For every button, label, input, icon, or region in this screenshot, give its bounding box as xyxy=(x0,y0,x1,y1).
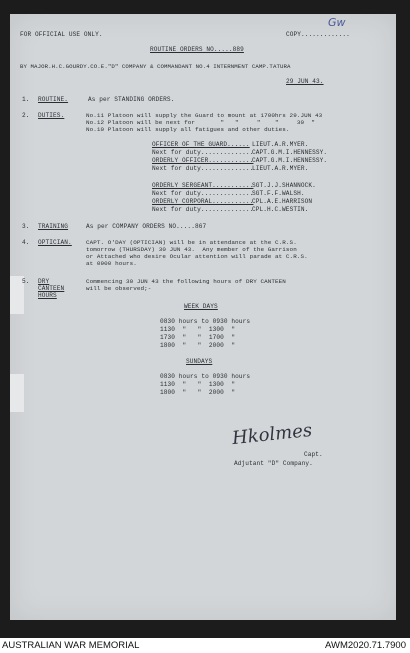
document-page xyxy=(10,14,396,620)
item-label-canteen: CANTEEN xyxy=(38,285,65,292)
by-line: BY MAJOR.H.C.GOURDY.CO.E."D" COMPANY & COMMANDANT NO.4 INTERNMENT CAMP.TATURA xyxy=(20,63,291,70)
stamp-initials: Gw xyxy=(328,16,346,29)
duties-line: No.11 Platoon will supply the Guard to mount at 1700hrs 29.JUN 43 xyxy=(86,112,323,119)
duty-label: Next for duty.............. xyxy=(152,206,254,213)
canteen-line: will be observed;- xyxy=(86,285,152,292)
item-number: 4. xyxy=(22,239,30,246)
item-number: 5. xyxy=(22,278,30,285)
duty-value: CAPT.G.M.I.HENNESSY. xyxy=(252,157,328,164)
signature-title: Adjutant "D" Company. xyxy=(234,460,313,467)
optician-line: tomorrow (THURSDAY) 30 JUN 43. Any member of the Garrison xyxy=(86,246,297,253)
institution-name: AUSTRALIAN WAR MEMORIAL xyxy=(2,640,140,651)
item-label-routine: ROUTINE. xyxy=(38,96,69,103)
duty-label: ORDERLY CORPORAL........... xyxy=(152,198,254,205)
item-label-hours: HOURS xyxy=(38,292,57,299)
hours-row: 1800 " " 2000 " xyxy=(160,342,236,349)
optician-line: or Attached who desire Ocular attention will parade at C.R.S. xyxy=(86,253,308,260)
item-label-training: TRAINING xyxy=(38,223,69,230)
duty-label: Next for duty.............. xyxy=(152,149,254,156)
duty-value: CPL.H.C.WESTIN. xyxy=(252,206,309,213)
hours-row: 1800 " " 2000 " xyxy=(160,389,236,396)
item-number: 3. xyxy=(22,223,30,230)
item-number: 2. xyxy=(22,112,30,119)
duty-label: Next for duty.............. xyxy=(152,190,254,197)
duty-value: CPL.A.E.HARRISON xyxy=(252,198,313,205)
hours-row: 1130 " " 1300 " xyxy=(160,326,236,333)
duties-line: No.10 Platoon will supply all fatigues and other duties. xyxy=(86,126,290,133)
hours-row: 1130 " " 1300 " xyxy=(160,381,236,388)
document-date: 29 JUN 43. xyxy=(286,78,324,85)
signature: Hkolmes xyxy=(231,419,314,450)
document-title: ROUTINE ORDERS NO.....889 xyxy=(150,46,244,53)
duty-label: Next for duty.............. xyxy=(152,165,254,172)
canteen-line: Commencing 30 JUN 43 the following hours of DRY CANTEEN xyxy=(86,278,286,285)
week-days-heading: WEEK DAYS xyxy=(184,303,218,310)
sundays-heading: SUNDAYS xyxy=(186,358,213,365)
optician-line: CAPT. O'DAY (OPTICIAN) will be in attendance at the C.R.S. xyxy=(86,239,297,246)
header-left: FOR OFFICIAL USE ONLY. xyxy=(20,31,103,38)
archive-footer xyxy=(0,638,410,653)
duty-value: LIEUT.A.R.MYER. xyxy=(252,165,309,172)
duty-label: ORDERLY OFFICER............ xyxy=(152,157,254,164)
duty-label: OFFICER OF THE GUARD...... xyxy=(152,141,250,148)
item-text: As per STANDING ORDERS. xyxy=(88,96,175,103)
duties-line: No.12 Platoon will be next for " " " " 30 " xyxy=(86,119,316,126)
punch-hole-mark xyxy=(10,374,24,412)
duty-label: ORDERLY SERGEANT........... xyxy=(152,182,254,189)
item-text: As per COMPANY ORDERS NO.....867 xyxy=(86,223,207,230)
duty-value: LIEUT.A.R.MYER. xyxy=(252,141,309,148)
item-label-dry: DRY xyxy=(38,278,50,285)
duty-value: SGT.F.F.WALSH. xyxy=(252,190,305,197)
duty-value: SGT.J.J.SHANNOCK. xyxy=(252,182,316,189)
header-right: COPY............. xyxy=(286,31,350,38)
hours-row: 0830 hours to 0930 hours xyxy=(160,318,251,325)
hours-row: 0830 hours to 0930 hours xyxy=(160,373,251,380)
item-label-optician: OPTICIAN. xyxy=(38,239,72,246)
hours-row: 1730 " " 1700 " xyxy=(160,334,236,341)
signature-rank: Capt. xyxy=(304,451,323,458)
item-label-duties: DUTIES. xyxy=(38,112,65,119)
item-number: 1. xyxy=(22,96,30,103)
accession-number: AWM2020.71.7900 xyxy=(325,640,406,651)
duty-value: CAPT.G.M.I.HENNESSY. xyxy=(252,149,328,156)
optician-line: at 0900 hours. xyxy=(86,260,137,267)
